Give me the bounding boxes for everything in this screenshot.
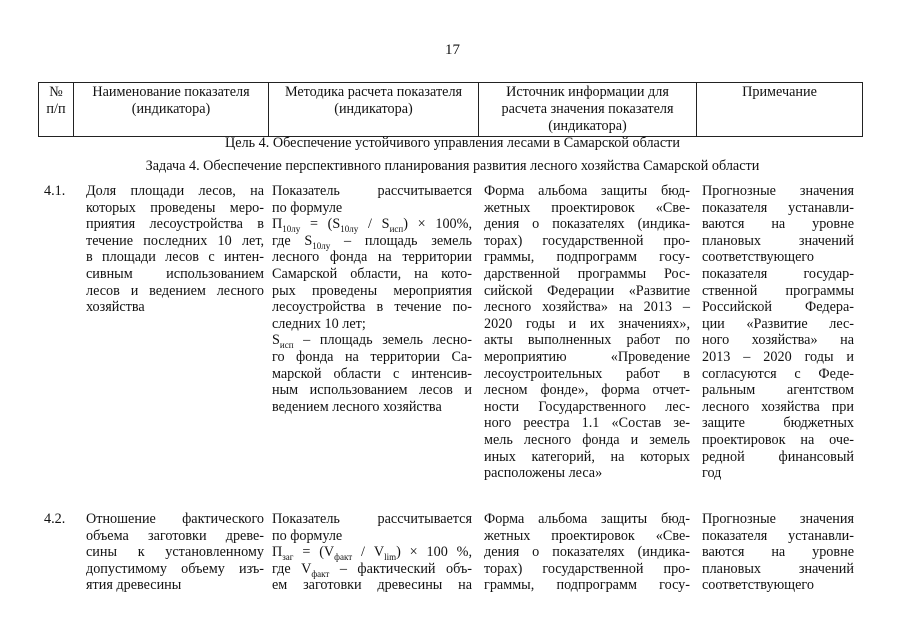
text-line: сины к установленному [86,544,264,561]
text-line: лесного хозяйства» на 2013 – [484,299,690,316]
table-header [38,82,863,137]
text-line: лесов и ведением лесного [86,282,264,299]
text-line: жетных проектировок «Све- [484,527,690,544]
text-line: по формуле [272,527,343,544]
row-4-1-source [484,183,690,482]
text-line: Российской Федера- [702,299,854,316]
text-line: приятия лесоустройства в [86,216,264,233]
text-line: Форма альбома защиты бюд- [484,183,690,199]
text-line: показателя устанавли- [702,199,854,216]
text-line: плановых значений [702,560,854,577]
text-line: ным использованием лесов и [272,382,472,399]
row-4-2-note [702,511,854,594]
header-col-note: Примечание [697,83,863,137]
text-line: мероприятию «Проведение [484,348,690,365]
text-line: рых проведены мероприятия [272,282,472,299]
text-line: Форма альбома защиты бюд- [484,511,690,527]
text-line: соответствующего [702,249,814,266]
text-line: Показатель рассчитывается [272,183,472,199]
text-line: ного реестра 1.1 «Состав зе- [484,415,690,432]
row-4-2-method [272,511,472,594]
text-line: Отношение фактического [86,511,264,527]
text-line: мель лесного фонда и земель [484,431,690,448]
text-line: дения о показателях (индика- [484,216,690,233]
text-line: ем заготовки древесины на [272,577,472,594]
goal-heading: Цель 4. Обеспечение устойчивого управления лесами в Самарской области [225,135,680,151]
row-4-1-number: 4.1. [44,183,66,199]
text-line: ности Государственного лес- [484,398,690,415]
text-line: граммы, подпрограмм госу- [484,577,690,594]
text-line: 2013 – 2020 годы и [702,348,854,365]
header-col-method: Методика расчета показателя (индикатора) [269,83,479,137]
row-4-2-indicator-name [86,511,264,594]
text-line: ваются на уровне [702,216,854,233]
row-4-2-source [484,511,690,594]
text-line: торах) государственной про- [484,232,690,249]
page-number: 17 [445,42,460,58]
text-line: объема заготовки древе- [86,527,264,544]
text-line: лесного фонда на территории [272,249,472,266]
header-row [39,83,863,137]
text-line: допустимому объему изъ- [86,560,264,577]
text-line: Доля площади лесов, на [86,183,264,199]
text-line: Самарской области, на кото- [272,265,472,282]
header-col-source: Источник информации для расчета значения показателя (индикатора) [479,83,697,137]
text-line: Прогнозные значения [702,511,854,527]
text-line: ции «Развитие лес- [702,315,854,332]
text-line: дения о показателях (индика- [484,544,690,561]
text-line: по формуле [272,199,343,216]
text-line: плановых значений [702,232,854,249]
text-line: показателя государ- [702,265,854,282]
text-line: Прогнозные значения [702,183,854,199]
text-line: ственной программы [702,282,854,299]
text-line: Показатель рассчитывается [272,511,472,527]
text-line: лесном фонде», форма отчет- [484,382,690,399]
text-line: лесоустроительных работ в [484,365,690,382]
text-line: год [702,465,722,482]
text-line: показателя устанавли- [702,527,854,544]
text-line: лесоустройства в течение по- [272,299,472,316]
row-4-1-method [272,183,472,415]
text-line: защите бюджетных [702,415,854,432]
text-line: $П_{10лу} = (S_{10лу} / S_{исп}) \times 100\%$, [272,216,472,235]
row-4-1-indicator-name [86,183,264,316]
task-heading: Задача 4. Обеспечение перспективного планирования развития лесного хозяйства Самарской области [145,158,760,174]
text-line: ваются на уровне [702,544,854,561]
text-line: следних 10 лет; [272,315,366,332]
text-line: $П_{заг} = (V_{факт} / V_{lim}) \times 100$ %, [272,544,473,563]
text-line: проектировок на оче- [702,431,854,448]
text-line: ного хозяйства» на [702,332,854,349]
text-line: ральным агентством [702,382,854,399]
text-line: жетных проектировок «Све- [484,199,690,216]
text-line: акты выполненных работ по [484,332,690,349]
row-4-2-number: 4.2. [44,511,66,527]
text-line: ведением лесного хозяйства [272,398,442,415]
text-line: граммы, подпрограмм госу- [484,249,690,266]
header-col-name: Наименование показателя (индикатора) [74,83,269,137]
text-line: иных категорий, на которых [484,448,690,465]
text-line: го фонда на территории Са- [272,348,472,365]
text-line: $S_{исп}$ – площадь земель лесно- [272,332,472,351]
text-line: хозяйства [86,299,145,316]
text-line: сивным использованием [86,265,264,282]
text-line: согласуются с Феде- [702,365,854,382]
text-line: где $S_{10лу}$ – площадь земель [272,232,472,251]
text-line: марской области с интенсив- [272,365,472,382]
text-line: которых проведены меро- [86,199,264,216]
text-line: торах) государственной про- [484,560,690,577]
header-col-number: № п/п [39,83,74,137]
row-4-1-note [702,183,854,482]
text-line: где $V_{факт}$ – фактический объ- [272,560,473,579]
text-line: в площади лесов с интен- [86,249,264,266]
text-line: лесного хозяйства при [702,398,854,415]
text-line: сийской Федерации «Развитие [484,282,690,299]
text-line: 2020 годы и их значениях», [484,315,690,332]
text-line: редной финансовый [702,448,854,465]
text-line: ятия древесины [86,577,182,594]
text-line: течение последних 10 лет, [86,232,264,249]
text-line: соответствующего [702,577,814,594]
text-line: расположены леса» [484,465,603,482]
text-line: дарственной программы Рос- [484,265,690,282]
